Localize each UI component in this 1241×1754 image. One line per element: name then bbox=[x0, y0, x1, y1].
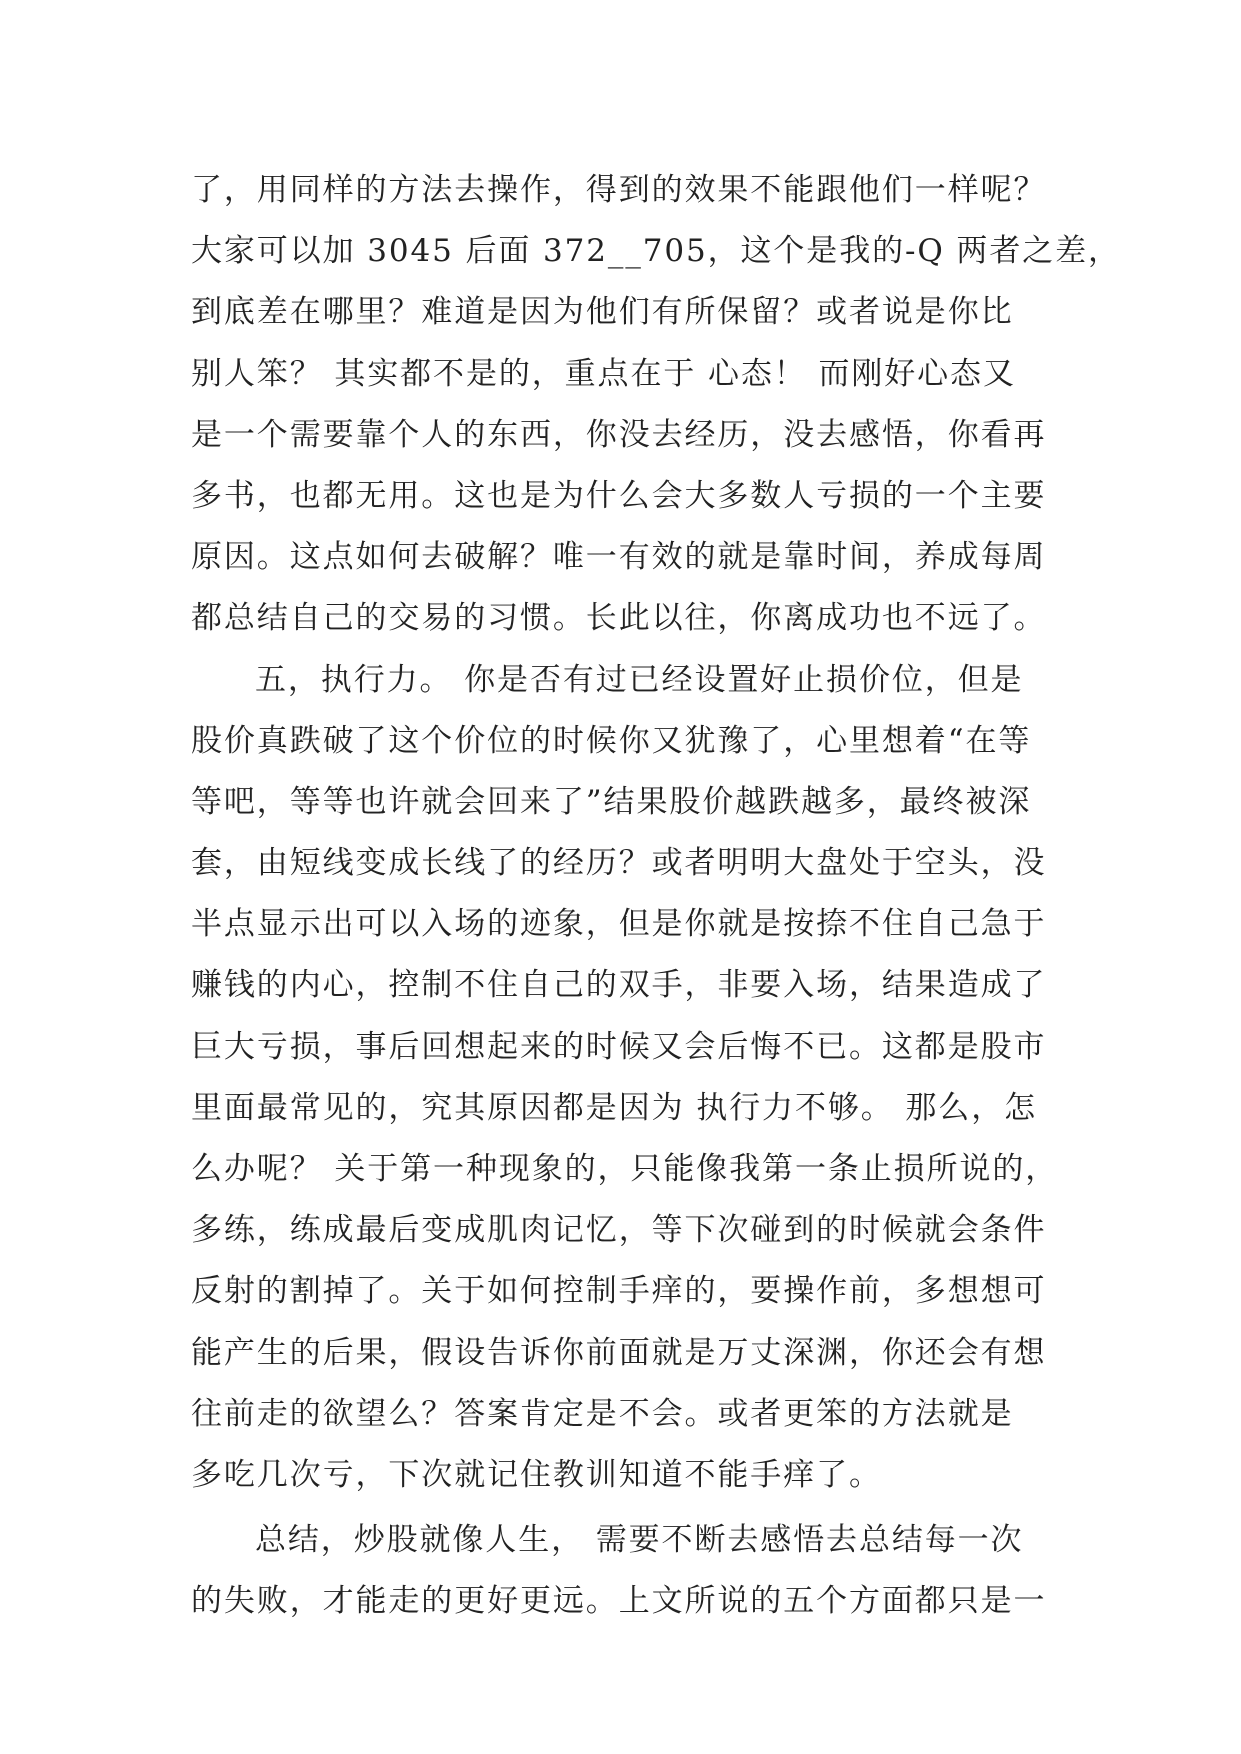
text-line: 股价真跌破了这个价位的时候你又犹豫了，心里想着“在等 bbox=[191, 722, 1032, 759]
text-line: 的失败，才能走的更好更远。上文所说的五个方面都只是一 bbox=[191, 1583, 1047, 1620]
document-body bbox=[191, 160, 1121, 1633]
text-line: 巨大亏损，事后回想起来的时候又会后悔不已。这都是股市 bbox=[191, 1028, 1047, 1065]
text-line: 都总结自己的交易的习惯。长此以往，你离成功也不远了。 bbox=[191, 600, 1047, 637]
text-line: 多吃几次亏，下次就记住教训知道不能手痒了。 bbox=[191, 1456, 882, 1493]
text-line: 到底差在哪里？难道是因为他们有所保留？或者说是你比 bbox=[191, 294, 1014, 331]
text-line: 套，由短线变成长线了的经历？或者明明大盘处于空头，没 bbox=[191, 845, 1047, 882]
text-line: 别人笨？ 其实都不是的，重点在于 心态！ 而刚好心态又 bbox=[191, 355, 1016, 392]
text-line: 反射的割掉了。关于如何控制手痒的，要操作前，多想想可 bbox=[191, 1273, 1047, 1310]
text-line: 是一个需要靠个人的东西，你没去经历，没去感悟，你看再 bbox=[191, 416, 1047, 453]
text-line: 能产生的后果，假设告诉你前面就是万丈深渊，你还会有想 bbox=[191, 1334, 1047, 1371]
text-line: 往前走的欲望么？答案肯定是不会。或者更笨的方法就是 bbox=[191, 1395, 1014, 1432]
text-line: 里面最常见的，究其原因都是因为 执行力不够。 那么，怎 bbox=[191, 1089, 1038, 1126]
text-line: 多书，也都无用。这也是为什么会大多数人亏损的一个主要 bbox=[191, 477, 1047, 514]
text-line: 多练，练成最后变成肌肉记忆，等下次碰到的时候就会条件 bbox=[191, 1212, 1047, 1249]
text-line: 了，用同样的方法去操作，得到的效果不能跟他们一样呢？ bbox=[191, 172, 1047, 208]
text-line: 大家可以加 3045 后面 372__705，这个是我的-Q 两者之差， bbox=[191, 233, 1121, 270]
text-line: 么办呢？ 关于第一种现象的，只能像我第一条止损所说的， bbox=[191, 1151, 1059, 1187]
paragraph-start-line: 总结，炒股就像人生， 需要不断去感悟去总结每一次 bbox=[255, 1522, 1024, 1559]
text-line: 等吧，等等也许就会回来了”结果股价越跌越多，最终被深 bbox=[191, 783, 1032, 820]
text-line: 原因。这点如何去破解？唯一有效的就是靠时间，养成每周 bbox=[191, 539, 1047, 576]
text-line: 赚钱的内心，控制不住自己的双手，非要入场，结果造成了 bbox=[191, 967, 1047, 1004]
text-line: 半点显示出可以入场的迹象，但是你就是按捺不住自己急于 bbox=[191, 906, 1047, 943]
paragraph-start-line: 五，执行力。 你是否有过已经设置好止损价位，但是 bbox=[255, 661, 1024, 698]
